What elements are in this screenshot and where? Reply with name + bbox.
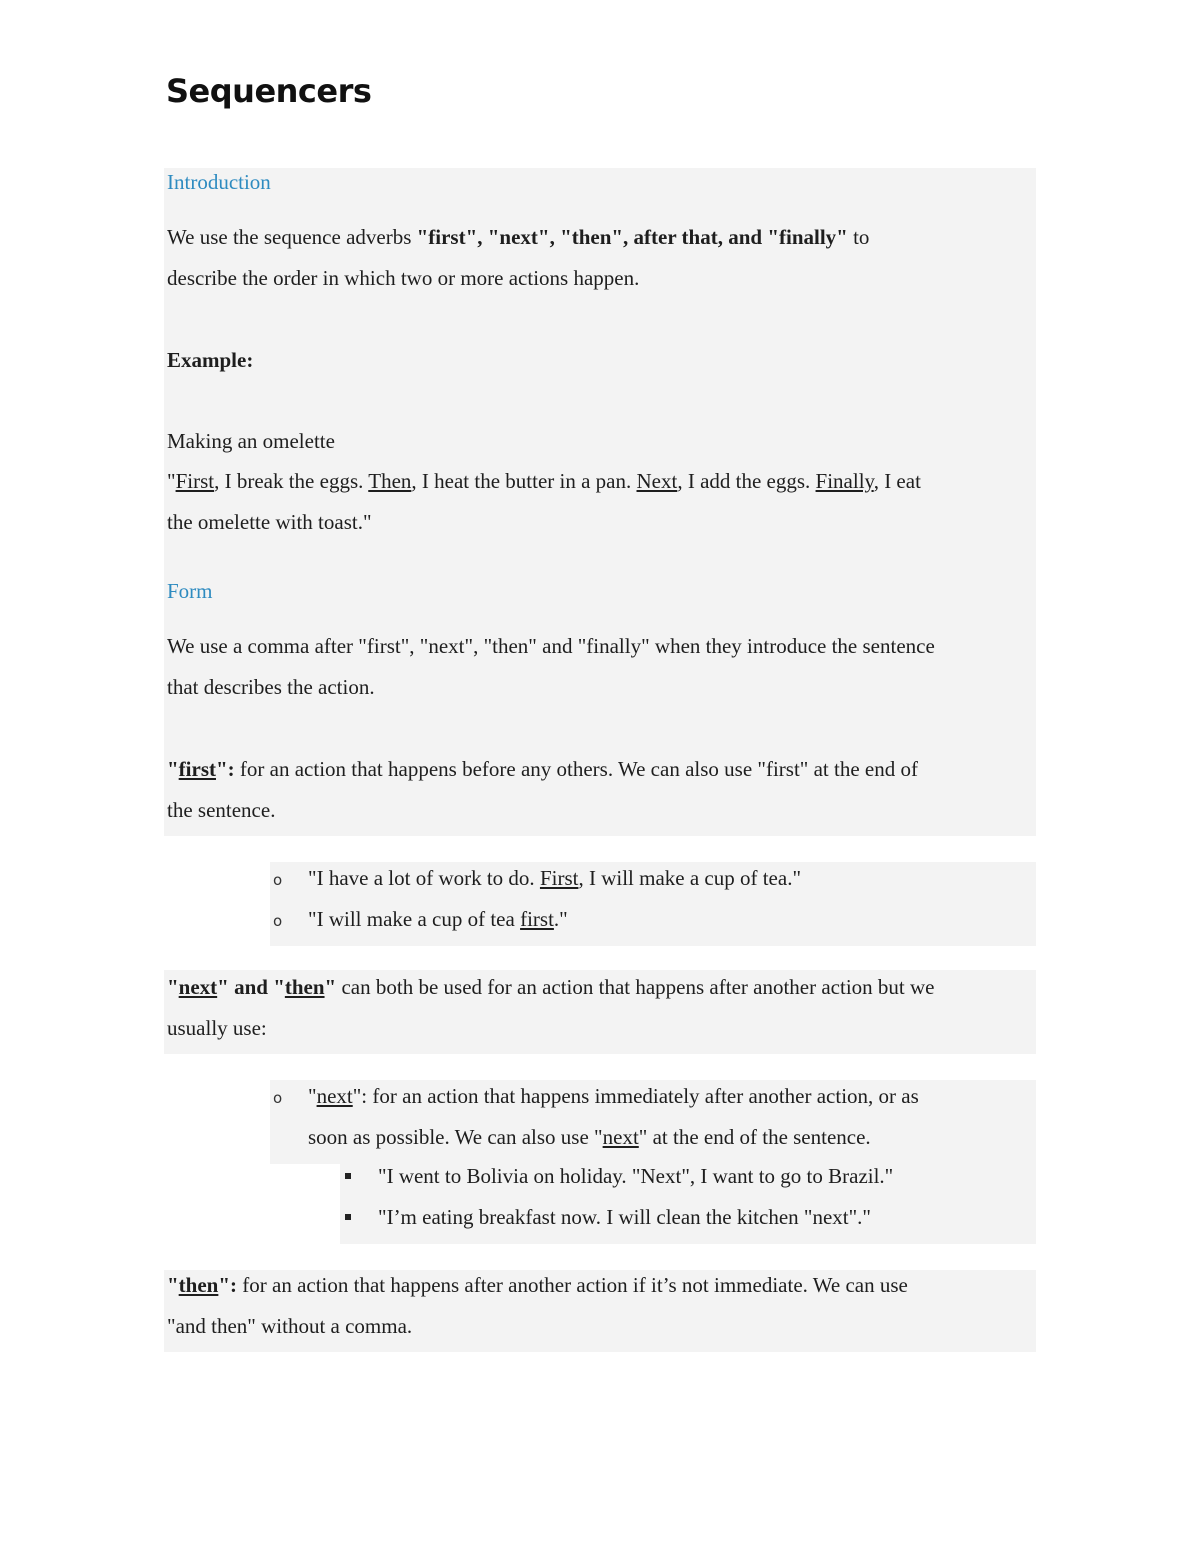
example-label: Example:: [167, 348, 254, 372]
next-example-1: "I went to Bolivia on holiday. "Next", I want to go to Brazil.": [378, 1164, 894, 1188]
quote-mark: ": [167, 469, 176, 493]
next-then-line-1: [167, 973, 935, 1001]
intro-adverbs: "first", "next", "then", after that, and "finally": [416, 225, 848, 249]
square-bullet-icon: [345, 1173, 351, 1179]
example-text: , I eat: [873, 469, 921, 493]
hollow-bullet-icon: o: [273, 912, 283, 930]
quote-mark: ": [308, 1084, 317, 1108]
quote-mark: ": [167, 757, 179, 781]
example-then: Then: [368, 469, 412, 493]
intro-paragraph-line-2: describe the order in which two or more actions happen.: [167, 266, 640, 290]
first-rule-line-1: [167, 755, 918, 783]
quote-mark: ": [324, 975, 337, 999]
next-example-2: "I’m eating breakfast now. I will clean the kitchen "next".": [378, 1205, 872, 1229]
then-rule-line-2: "and then" without a comma.: [167, 1314, 413, 1338]
first-keyword: first: [178, 757, 216, 781]
form-paragraph-line-2: that describes the action.: [167, 675, 375, 699]
next-underlined: next: [602, 1125, 639, 1149]
hollow-bullet-icon: o: [273, 1089, 283, 1107]
intro-paragraph-line-1: [167, 223, 869, 251]
form-heading: Form: [167, 579, 213, 603]
example-underlined: first: [520, 907, 554, 931]
example-text: , I heat the butter in a pan.: [411, 469, 637, 493]
next-then-text: can both be used for an action that happens after another action but we: [336, 975, 935, 999]
first-rule-line-2: the sentence.: [167, 798, 276, 822]
quote-mark: ":: [216, 757, 235, 781]
example-text: "I will make a cup of tea: [308, 907, 521, 931]
next-item-text: ": for an action that happens immediately after another action, or as: [352, 1084, 919, 1108]
then-keyword: then: [178, 1273, 219, 1297]
next-item-text: " at the end of the sentence.: [638, 1125, 871, 1149]
example-text: , I add the eggs.: [677, 469, 816, 493]
next-underlined: next: [316, 1084, 353, 1108]
example-next: Next: [636, 469, 678, 493]
example-underlined: First: [539, 866, 579, 890]
next-item-text: soon as possible. We can also use ": [308, 1125, 603, 1149]
next-then-line-2: usually use:: [167, 1016, 267, 1040]
example-text: , I will make a cup of tea.": [578, 866, 802, 890]
quote-mark: ":: [218, 1273, 238, 1297]
example-text: "I have a lot of work to do.: [308, 866, 540, 890]
intro-text: We use the sequence adverbs: [167, 225, 417, 249]
hollow-bullet-icon: o: [273, 871, 283, 889]
next-item-line-2: [308, 1123, 871, 1151]
and-text: " and ": [217, 975, 285, 999]
next-item-line-1: [308, 1082, 919, 1110]
example-title: Making an omelette: [167, 429, 335, 453]
first-example-2: [308, 905, 568, 933]
then-rule-line-1: [167, 1271, 908, 1299]
quote-mark: ": [167, 975, 179, 999]
next-keyword: next: [178, 975, 218, 999]
intro-text: to: [847, 225, 870, 249]
example-first: First: [175, 469, 215, 493]
quote-mark: ": [167, 1273, 179, 1297]
example-line-1: [167, 467, 921, 495]
introduction-heading: Introduction: [167, 170, 271, 194]
example-text: .": [553, 907, 568, 931]
then-rule-text: for an action that happens after another action if it’s not immediate. We can use: [237, 1273, 908, 1297]
example-line-2: the omelette with toast.": [167, 510, 372, 534]
example-finally: Finally: [815, 469, 874, 493]
example-text: , I break the eggs.: [214, 469, 369, 493]
then-keyword: then: [284, 975, 325, 999]
first-rule-text: for an action that happens before any others. We can also use "first" at the end of: [234, 757, 918, 781]
page-title: Sequencers: [166, 72, 372, 110]
first-example-1: [308, 864, 801, 892]
form-paragraph-line-1: We use a comma after "first", "next", "then" and "finally" when they introduce the sentence: [167, 634, 935, 658]
square-bullet-icon: [345, 1214, 351, 1220]
